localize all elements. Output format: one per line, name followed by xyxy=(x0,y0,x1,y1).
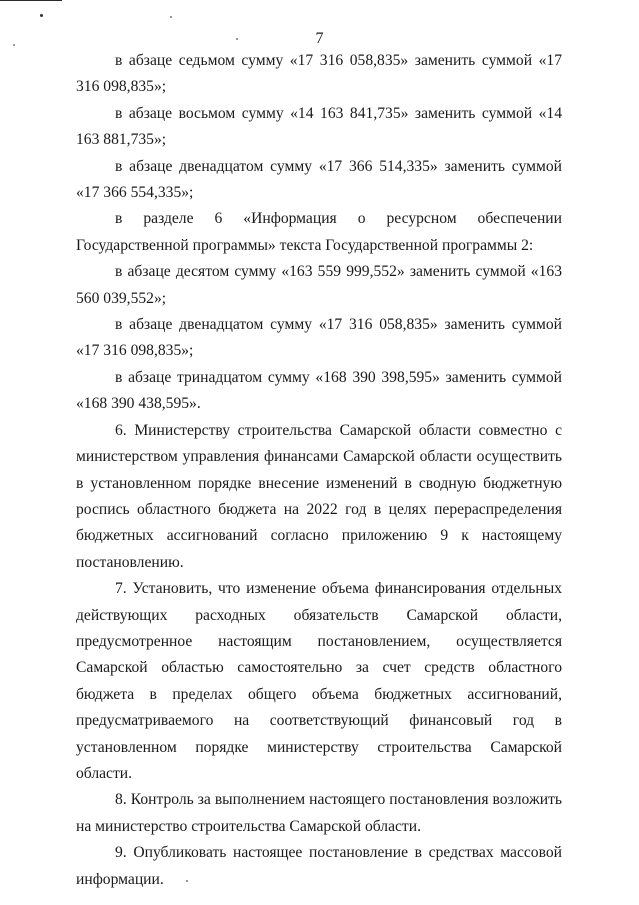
paragraph: в абзаце седьмом сумму «17 316 058,835» заменить суммой «17 316 098,835»; xyxy=(76,52,562,96)
paragraph: 9. Опубликовать настоящее постановление в средствах массовой информации. xyxy=(76,844,562,888)
paragraph: в абзаце двенадцатом сумму «17 316 058,835» заменить суммой «17 316 098,835»; xyxy=(76,316,562,360)
paragraph: в абзаце восьмом сумму «14 163 841,735» заменить суммой «14 163 881,735»; xyxy=(76,104,562,149)
scan-speck xyxy=(170,16,172,18)
paragraph: в абзаце тринадцатом сумму «168 390 398,595» заменить суммой «168 390 438,595». xyxy=(76,368,562,413)
paragraph: 6. Министерству строительства Самарской области совместно с министерством управления финансами Самарской области осуществить в установленном порядке внесение изменений в сводную бюджетную роспись областного бюджета на 2022 год в целях перераспределения бюджетных ассигнований согласно приложению 9 к настоящему постановлению. xyxy=(76,421,562,571)
document-body xyxy=(76,48,562,893)
paragraph: в абзаце десятом сумму «163 559 999,552» заменить суммой «163 560 039,552»; xyxy=(76,263,562,307)
paragraph: в разделе 6 «Информация о ресурсном обеспечении Государственной программы» текста Государственной программы 2: xyxy=(76,210,562,254)
page-number: 7 xyxy=(315,30,324,47)
paragraph: 7. Установить, что изменение объема финансирования отдельных действующих расходных обязательств Самарской области, предусмотренное настоящим постановлением, осуществляется Самарской областью самостоятельно за счет средств областного бюджета в пределах общего объема бюджетных ассигнований, предусматриваемого на соответствующий финансовый год в установленном порядке министерству строительства Самарской области. xyxy=(76,580,562,782)
scan-mark xyxy=(40,14,43,17)
paragraph: 8. Контроль за выполнением настоящего постановления возложить на министерство строительства Самарской области. xyxy=(76,791,562,835)
paragraph: в абзаце двенадцатом сумму «17 366 514,335» заменить суммой «17 366 554,335»; xyxy=(76,157,562,202)
scan-edge-line xyxy=(0,0,62,1)
